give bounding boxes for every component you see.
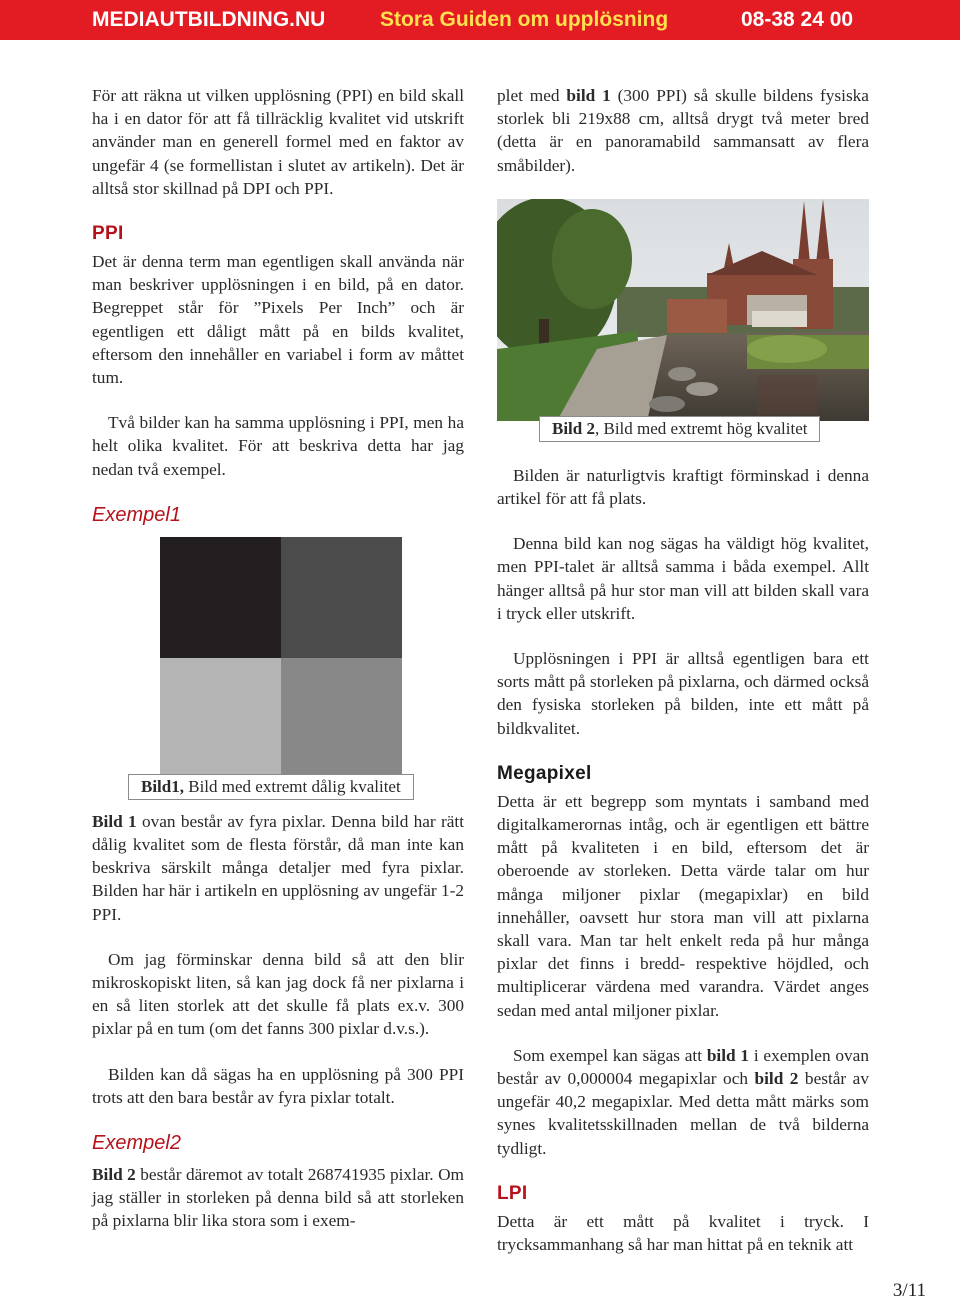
- right-paragraph-4: Upplösningen i PPI är alltså egentligen bara ett sorts mått på storleken på pixlarna, och därmed också den fysiska storleken på bilden, inte ett mått på bildkvalitet.: [497, 649, 869, 738]
- right-column: [497, 84, 869, 1278]
- pixel-bottom-left: [160, 658, 281, 779]
- example1-paragraph-1-text: ovan består av fyra pixlar. Denna bild har rätt dålig kvalitet som de flesta förstår, då man inte kan beskriva särskilt många detaljer med fyra pixlar. Bilden har här i artikeln en upplösning av ungefär 1-2 PPI.: [92, 811, 464, 924]
- panorama-photo: [497, 199, 869, 421]
- example2-heading: Exempel2: [92, 1132, 181, 1155]
- example1-paragraph-2: Om jag förminskar denna bild så att den blir mikroskopiskt liten, så kan jag dock få ner pixlarna i en så liten storlek att det skulle få plats ex.v. 300 pixlar på en tum (om det fanns 300 pixlar d.v.s.).: [92, 949, 464, 1039]
- mp-text-a: Som exempel kan sägas att: [513, 1045, 707, 1065]
- lpi-paragraph-1: Detta är ett mått på kvalitet i tryck. I trycksammanhang så har man hittat på en teknik att: [497, 1211, 869, 1255]
- megapixel-heading: Megapixel: [497, 762, 592, 784]
- page-header: [0, 0, 960, 40]
- continued-text-b: (300 PPI) så skulle bildens fysiska storlek bli 219x88 cm, alltså drygt två meter bred (detta är en panoramabild sammansatt av flera småbilder).: [497, 86, 869, 175]
- ppi-heading: PPI: [92, 223, 124, 245]
- ppi-paragraph-2: Två bilder kan ha samma upplösning i PPI, men ha helt olika kvalitet. För att beskriva detta har jag nedan två exempel.: [92, 413, 464, 479]
- megapixel-paragraph-2: [497, 1044, 869, 1160]
- continued-paragraph: [497, 84, 869, 177]
- mp-text-c: består av ungefär 40,2 megapixlar. Med detta mått märks som synes kvalitetsskillnaden mellan de två bilderna tydligt.: [497, 1069, 869, 1158]
- image1-caption: [128, 774, 414, 800]
- guide-title: Stora Guiden om upplösning: [380, 8, 669, 31]
- example1-paragraph-3: Bilden kan då sägas ha en upplösning på 300 PPI trots att den bara består av fyra pixlar totalt.: [92, 1064, 464, 1107]
- caption2-label: Bild 2: [552, 418, 595, 438]
- left-column: [92, 84, 464, 1255]
- right-paragraph-3: Denna bild kan nog sägas ha väldigt hög kvalitet, men PPI-talet är alltså samma i båda exempel. Allt hänger alltså på hur stor man vill att bilden skall vara i tryck eller utskrift.: [497, 534, 869, 623]
- lpi-heading: LPI: [497, 1182, 528, 1204]
- right-paragraph-2: Bilden är naturligtvis kraftigt förminskad i denna artikel för att få plats.: [497, 465, 869, 509]
- four-pixel-image: [160, 537, 402, 779]
- panorama-photo-illustration: [497, 199, 869, 421]
- mp-text-b: i exemplen ovan består av 0,000004 megapixlar och: [497, 1045, 869, 1089]
- example2-paragraph-1-text: består däremot av totalt 268741935 pixlar. Om jag ställer in storleken på denna bild så att storleken på pixlarna blir lika stora som i exem-: [92, 1165, 464, 1231]
- caption2-text: , Bild med extremt hög kvalitet: [595, 418, 808, 438]
- caption1-text: Bild med extremt dålig kvalitet: [184, 776, 401, 796]
- example1-paragraph-1: [92, 810, 464, 926]
- bild1-inline-label: bild 1: [566, 86, 611, 105]
- pixel-bottom-right: [281, 658, 402, 779]
- bild2-label: Bild 2: [92, 1165, 136, 1185]
- caption1-label: Bild1,: [141, 776, 184, 796]
- mp-bild2-label: bild 2: [754, 1069, 799, 1089]
- example2-paragraph-1: [92, 1163, 464, 1233]
- bild1-label: Bild 1: [92, 811, 137, 831]
- mp-bild1-label: bild 1: [706, 1045, 750, 1065]
- continued-text-a: plet med: [497, 86, 567, 105]
- pixel-top-right: [281, 537, 402, 658]
- example1-heading: Exempel1: [92, 503, 181, 526]
- ppi-paragraph-1: Det är denna term man egentligen skall använda när man beskriver upplösningen i en bild, på en dator. Begreppet står för ”Pixels Per Inch” och är egentligen ett dåligt mått på en bilds kvalitet, eftersom den innehåller en variabel i form av måttet tum.: [92, 252, 464, 388]
- image2-caption: [539, 416, 820, 442]
- pixel-top-left: [160, 537, 281, 658]
- phone-number: 08-38 24 00: [741, 8, 854, 31]
- megapixel-paragraph-1: Detta är ett begrepp som myntats i samband med digitalkamerornas intåg, och är egentligen ett bättre mått på kvaliteten i en bild, eftersom det är oberoende av storleken. Detta värde talar om hur många miljoner pixlar (megapixlar) en bild innehåller, oavsett hur stora man vill att pixlarna skall vara. Man tar helt enkelt reda på hur många pixlar det finns i bredd- respektive höjdled, och multiplicerar värdena med varandra. Värdet anges sedan med antal miljoner pixlar.: [497, 791, 869, 1020]
- site-name[interactable]: MEDIAUTBILDNING.NU: [92, 8, 326, 31]
- page-number: 3/11: [892, 1280, 926, 1301]
- intro-paragraph: För att räkna ut vilken upplösning (PPI) en bild skall ha i en dator för att få tillräcklig kvalitet vid utskrift använder man en generell formel med en faktor av ungefär 4 (se formellistan i slutet av artikeln). Det är alltså stor skillnad på DPI och PPI.: [92, 86, 464, 198]
